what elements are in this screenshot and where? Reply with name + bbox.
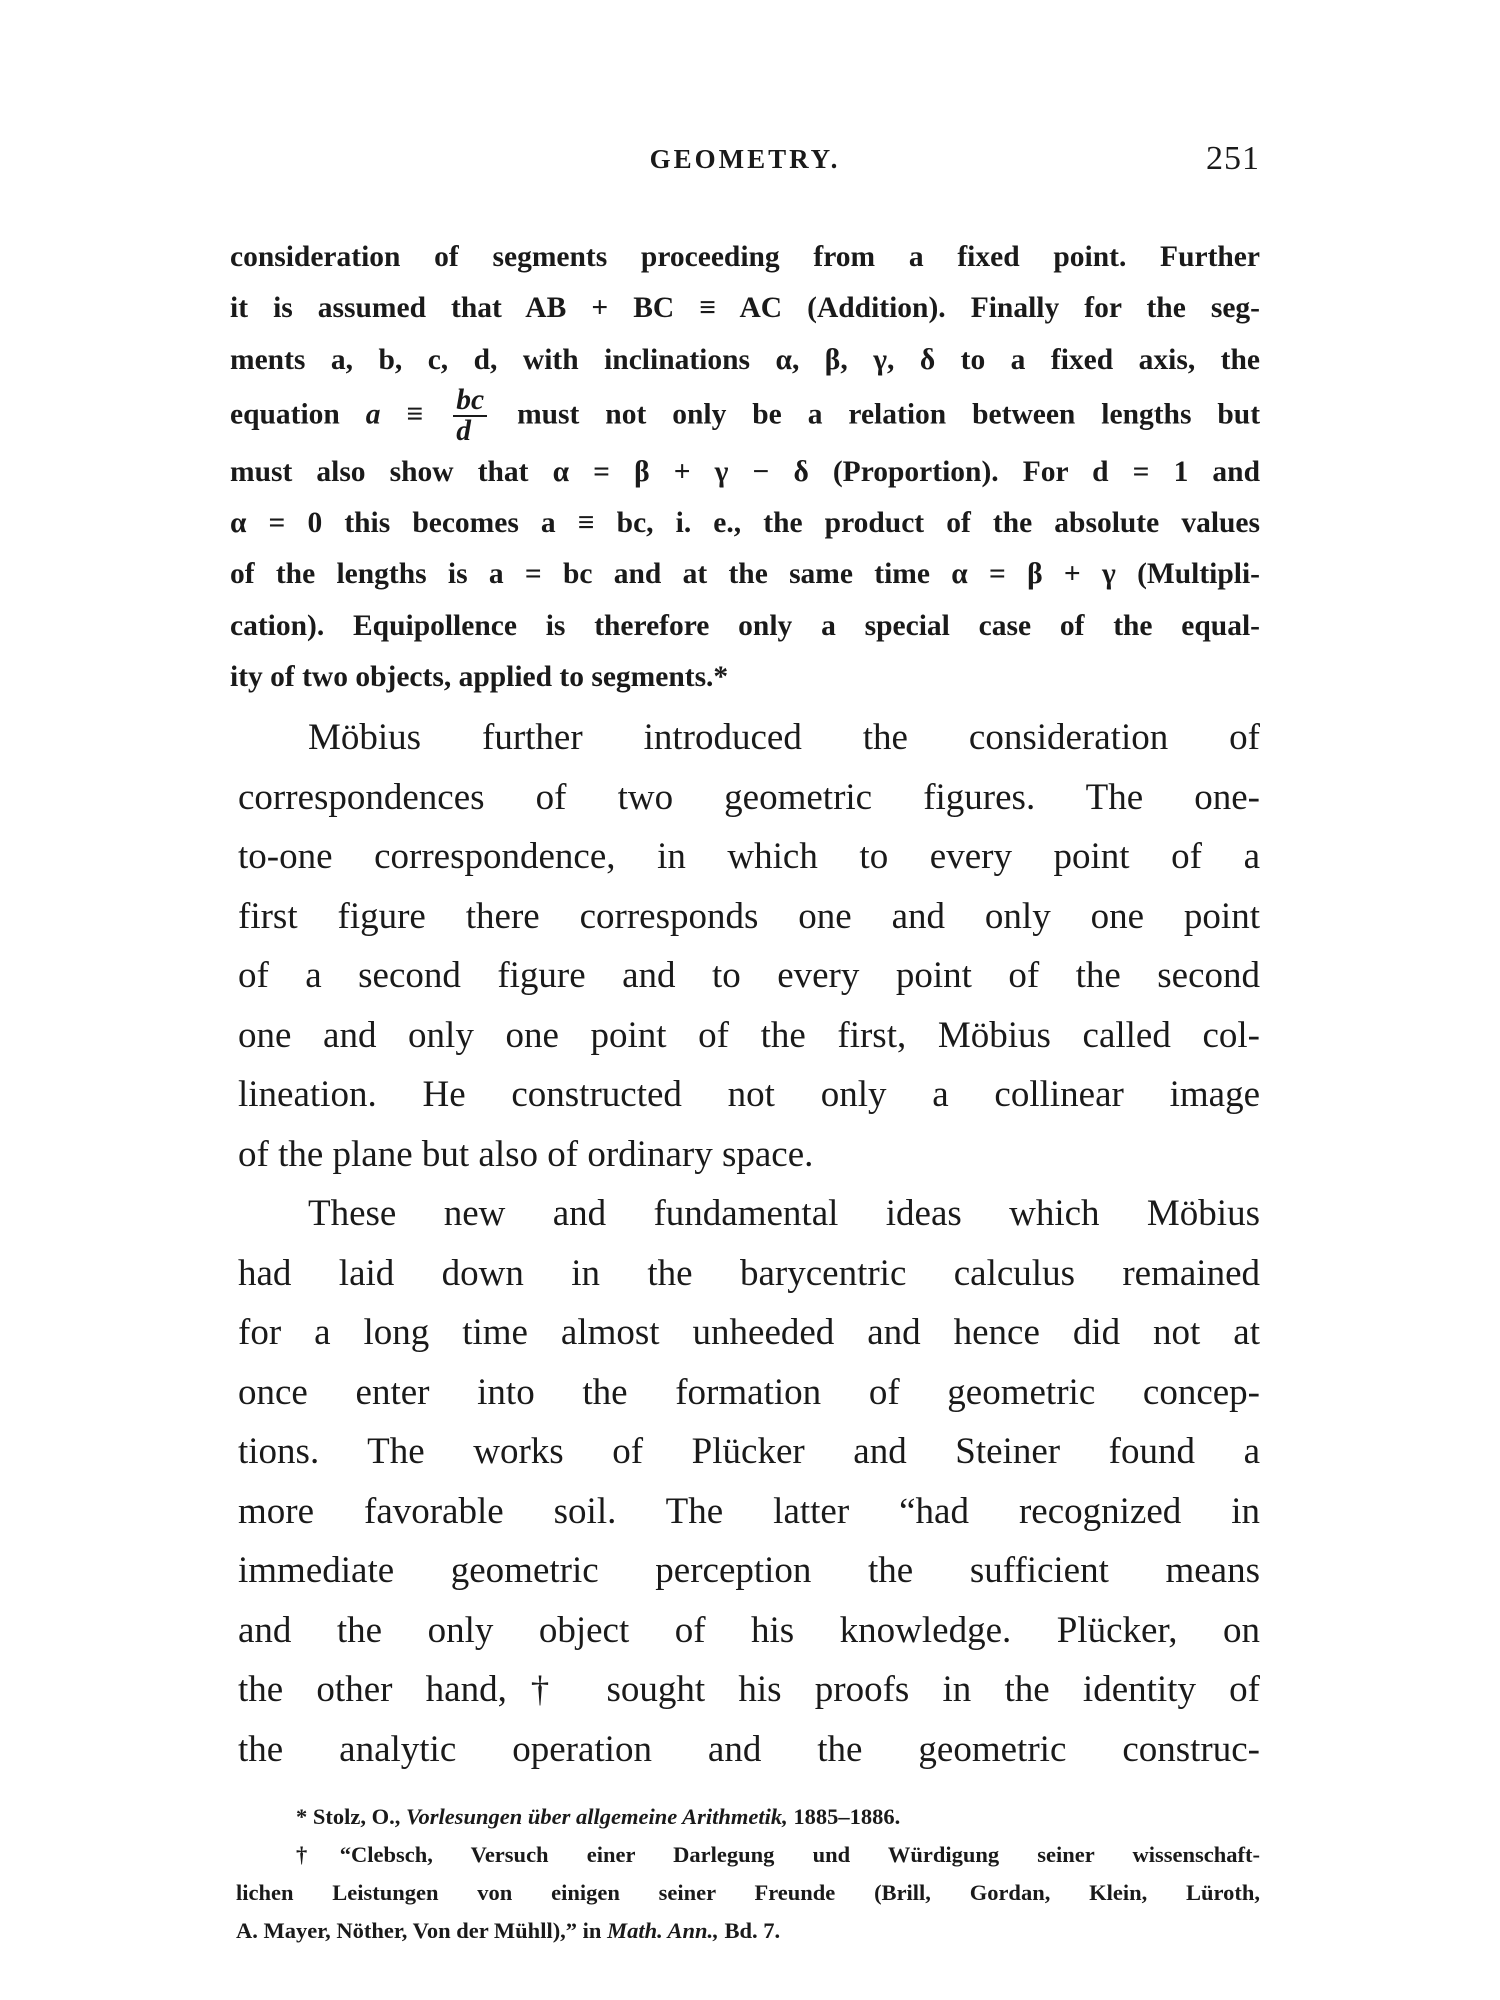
text-line: These new and fundamental ideas which Möbius xyxy=(308,1193,1260,1234)
footnote-clebsch xyxy=(236,1836,1260,1950)
footnote-journal: Math. Ann., xyxy=(607,1918,719,1943)
text-line: α = 0 this becomes a ≡ bc, i. e., the product of the absolute values xyxy=(230,507,1260,540)
text-line: for a long time almost unheeded and hence did not at xyxy=(238,1312,1260,1353)
page-header xyxy=(230,140,1260,180)
paragraph-plucker-steiner xyxy=(238,1184,1260,1779)
text-line: of the lengths is a = bc and at the same time α = β + γ (Multipli- xyxy=(230,558,1260,591)
footnote-prefix: * Stolz, O., xyxy=(296,1804,406,1829)
equation-lhs: a ≡ xyxy=(365,398,424,431)
text-line: of a second figure and to every point of the second xyxy=(238,955,1260,996)
equation-tail: must not only be a relation between lengths but xyxy=(517,398,1261,431)
text-line: immediate geometric perception the sufficient means xyxy=(238,1550,1260,1591)
text-line: had laid down in the barycentric calculus remained xyxy=(238,1252,1260,1294)
text-line: of the plane but also of ordinary space. xyxy=(238,1133,814,1175)
text-line: once enter into the formation of geometric concep- xyxy=(238,1371,1260,1413)
page-number: 251 xyxy=(1206,140,1260,177)
equation-label: equation xyxy=(230,398,340,431)
footnotes xyxy=(236,1798,1260,1950)
footnote-suffix: 1885–1886. xyxy=(787,1804,901,1829)
equation-line xyxy=(230,383,1261,448)
text-line: the other hand,† sought his proofs in the identity of xyxy=(238,1669,1260,1710)
footnote-line-suffix: Bd. 7. xyxy=(718,1918,781,1943)
footnote-line-prefix: A. Mayer, Nöther, Von der Mühll),” in xyxy=(236,1918,608,1943)
small-print-paragraph xyxy=(230,232,1260,703)
footnote-line: lichen Leistungen von einigen seiner Freunde (Brill, Gordan, Klein, Lüroth, xyxy=(236,1880,1260,1905)
text-line: more favorable soil. The latter “had recognized in xyxy=(238,1490,1260,1532)
footnote-stolz xyxy=(236,1798,1260,1836)
text-line: one and only one point of the first, Möbius called col- xyxy=(238,1014,1260,1056)
text-line: and the only object of his knowledge. Plücker, on xyxy=(238,1609,1260,1651)
text-line: cation). Equipollence is therefore only a special case of the equal- xyxy=(230,609,1260,642)
text-line: ity of two objects, applied to segments.* xyxy=(230,661,729,694)
paragraph-mobius xyxy=(238,708,1260,1184)
text-line: it is assumed that AB + BC ≡ AC (Addition). Finally for the seg- xyxy=(230,292,1260,325)
text-line: the analytic operation and the geometric construc- xyxy=(238,1728,1260,1770)
text-line: correspondences of two geometric figures. The one- xyxy=(238,776,1260,818)
text-line: to-one correspondence, in which to every point of a xyxy=(238,836,1260,877)
text-line: first figure there corresponds one and only one point xyxy=(238,895,1260,937)
text-line: consideration of segments proceeding from a fixed point. Further xyxy=(230,241,1260,273)
footnote-line: †“Clebsch, Versuch einer Darlegung und Würdigung seiner wissenschaft- xyxy=(296,1842,1260,1867)
text-line: Möbius further introduced the consideration of xyxy=(308,717,1260,758)
text-line: must also show that α = β + γ − δ (Proportion). For d = 1 and xyxy=(230,455,1260,488)
text-line: lineation. He constructed not only a collinear image xyxy=(238,1074,1260,1115)
fraction xyxy=(453,383,487,448)
running-title: GEOMETRY. xyxy=(649,144,841,174)
text-line: ments a, b, c, d, with inclinations α, β, γ, δ to a fixed axis, the xyxy=(230,343,1260,376)
footnote-title: Vorlesungen über allgemeine Arithmetik, xyxy=(406,1804,788,1829)
text-line: tions. The works of Plücker and Steiner found a xyxy=(238,1431,1260,1472)
fraction-numerator: bc xyxy=(453,386,487,418)
footnote-line xyxy=(236,1912,1260,1950)
fraction-denominator: d xyxy=(456,415,472,448)
